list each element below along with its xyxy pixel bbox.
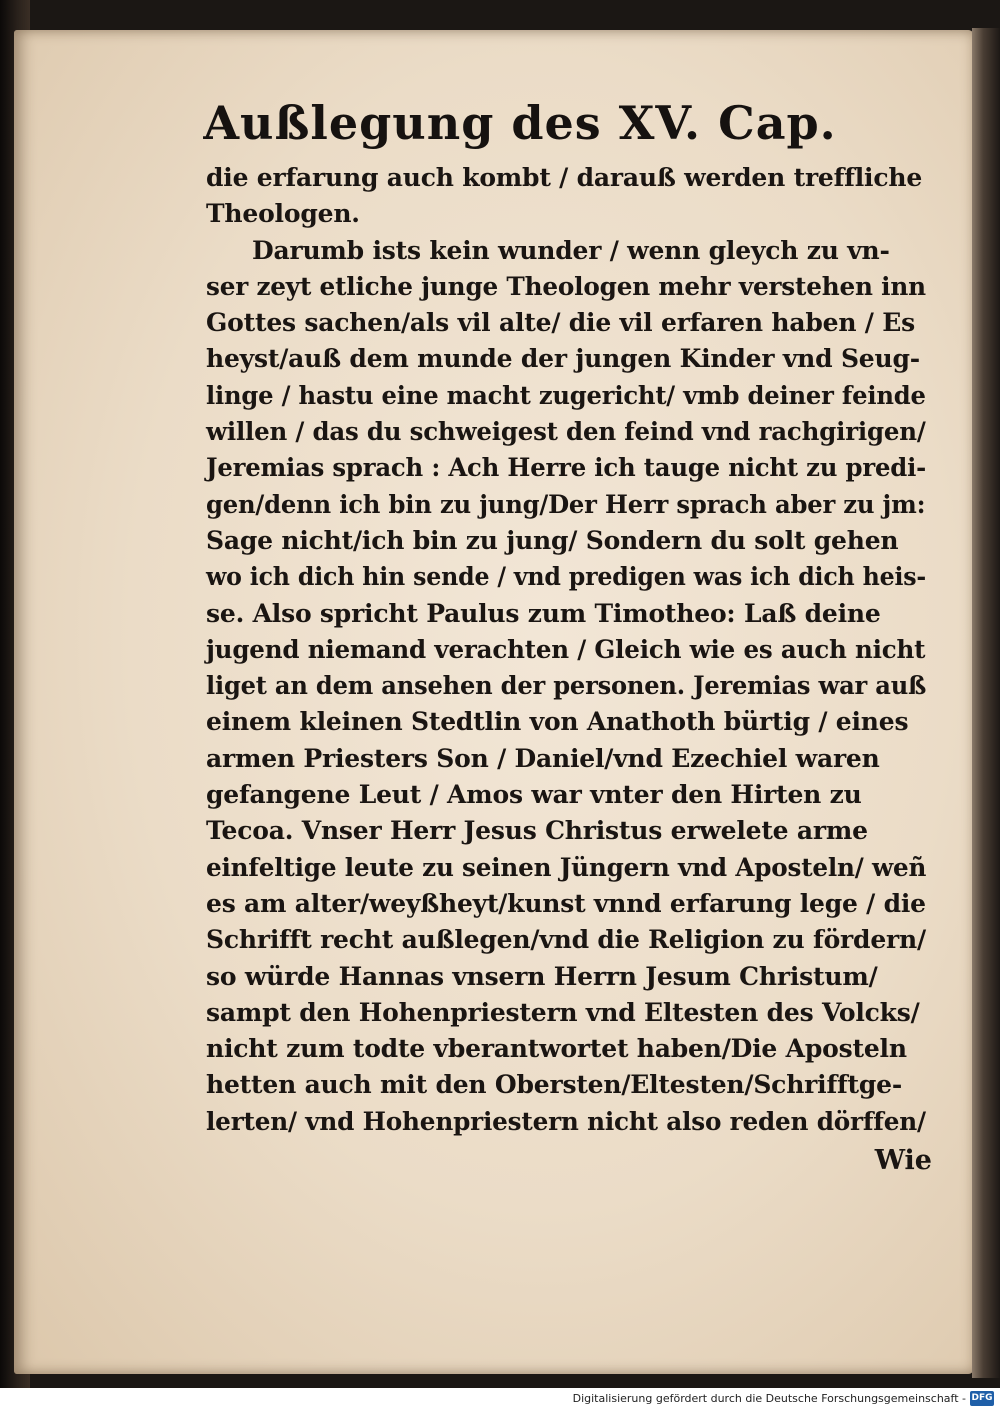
text-line: Schrifft recht außlegen/vnd die Religion zu fördern/ <box>206 925 926 955</box>
text-line: linge / hastu eine macht zugericht/ vmb deiner feinde <box>206 380 926 410</box>
text-line: sampt den Hohenpriestern vnd Eltesten des Volcks/ <box>206 997 920 1027</box>
text-line: armen Priesters Son / Daniel/vnd Ezechiel waren <box>206 743 880 773</box>
text-line: die erfarung auch kombt / darauß werden treffliche <box>206 163 923 192</box>
text-line: Gottes sachen/als vil alte/ die vil erfaren haben / Es <box>206 308 915 338</box>
text-line: Jeremias sprach : Ach Herre ich tauge nicht zu predi- <box>206 453 927 483</box>
text-line: jugend niemand verachten / Gleich wie es auch nicht <box>206 634 926 664</box>
text-line: so würde Hannas vnsern Herrn Jesum Christum/ <box>206 961 878 991</box>
text-line: es am alter/weyßheyt/kunst vnnd erfarung lege / die <box>206 888 926 918</box>
text-line: einfeltige leute zu seinen Jüngern vnd Aposteln/ weñ <box>206 852 927 882</box>
text-line: lerten/ vnd Hohenpriestern nicht also reden dörffen/ <box>206 1106 926 1136</box>
text-line: hetten auch mit den Obersten/Eltesten/Schrifftge- <box>206 1070 903 1100</box>
running-head: Außlegung des XV. Cap. <box>203 96 837 150</box>
text-line: heyst/auß dem munde der jungen Kinder vnd Seug- <box>206 344 920 374</box>
text-line: ser zeyt etliche junge Theologen mehr verstehen inn <box>206 271 926 301</box>
funding-credit: Digitalisierung gefördert durch die Deutsche Forschungsgemeinschaft - <box>572 1392 966 1405</box>
text-line: nicht zum todte vberantwortet haben/Die Aposteln <box>206 1034 907 1064</box>
catchword: Wie <box>874 1145 932 1176</box>
text-line: wo ich dich hin sende / vnd predigen was ich dich heis- <box>206 562 927 592</box>
footer-bar <box>0 1388 1000 1411</box>
text-line: Sage nicht/ich bin zu jung/ Sondern du solt gehen <box>206 525 899 555</box>
text-line: Tecoa. Vnser Herr Jesus Christus erwelete arme <box>206 816 868 846</box>
text-line: liget an dem ansehen der personen. Jeremias war auß <box>206 671 927 701</box>
page-edge <box>972 28 1000 1378</box>
text-line: gefangene Leut / Amos war vnter den Hirten zu <box>206 780 862 810</box>
text-line: einem kleinen Stedtlin von Anathoth bürtig / eines <box>206 707 909 737</box>
text-line: Darumb ists kein wunder / wenn gleych zu vn- <box>252 235 890 265</box>
text-line: Theologen. <box>206 199 360 229</box>
body-text <box>206 160 926 1140</box>
text-line: gen/denn ich bin zu jung/Der Herr sprach aber zu jm: <box>206 489 926 519</box>
dfg-logo-icon: DFG <box>970 1391 994 1406</box>
text-line: se. Also spricht Paulus zum Timotheo: Laß deine <box>206 598 881 628</box>
text-line: willen / das du schweigest den feind vnd rachgirigen/ <box>206 417 926 447</box>
